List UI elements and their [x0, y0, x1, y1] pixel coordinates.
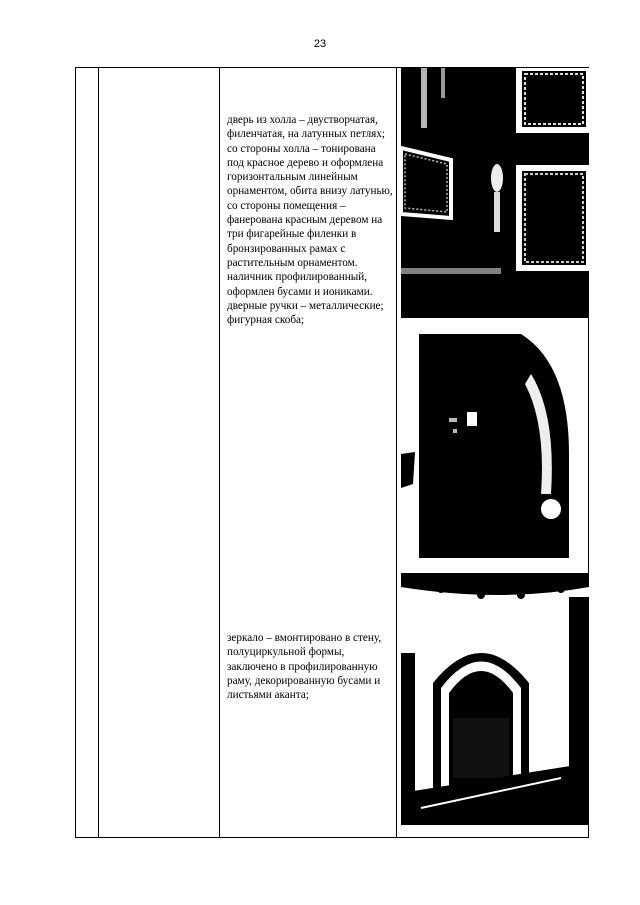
description-text-mirror	[227, 631, 395, 702]
door-description: дверь из холла – двустворчатая, филенчатая, на латунных петлях; со стороны холла – тонирована под красное дерево и оформлена горизонтальным линейным орнаментом, обита внизу латунью, со стороны помещения – фанерована красным деревом на три фигарейные филенки в бронзированных рамах с растительным орнаментом.	[227, 114, 393, 269]
photo-mirror-room	[401, 573, 589, 825]
column-divider-3	[396, 68, 397, 837]
photo-door-handle	[401, 334, 569, 558]
column-divider-2	[219, 68, 220, 837]
description-text-door	[227, 113, 395, 327]
door-trim-description: наличник профилированный, оформлен бусами и иониками.	[227, 271, 373, 298]
mirror-description: зеркало – вмонтировано в стену, полуциркульной формы, заключено в профилированную раму, декорированную бусами и листьями аканта;	[227, 632, 382, 702]
column-divider-1	[98, 68, 99, 837]
page-number: 23	[313, 38, 327, 50]
photo-door-panel	[401, 68, 589, 318]
door-handles-description: дверные ручки – металлические; фигурная скоба;	[227, 299, 384, 327]
